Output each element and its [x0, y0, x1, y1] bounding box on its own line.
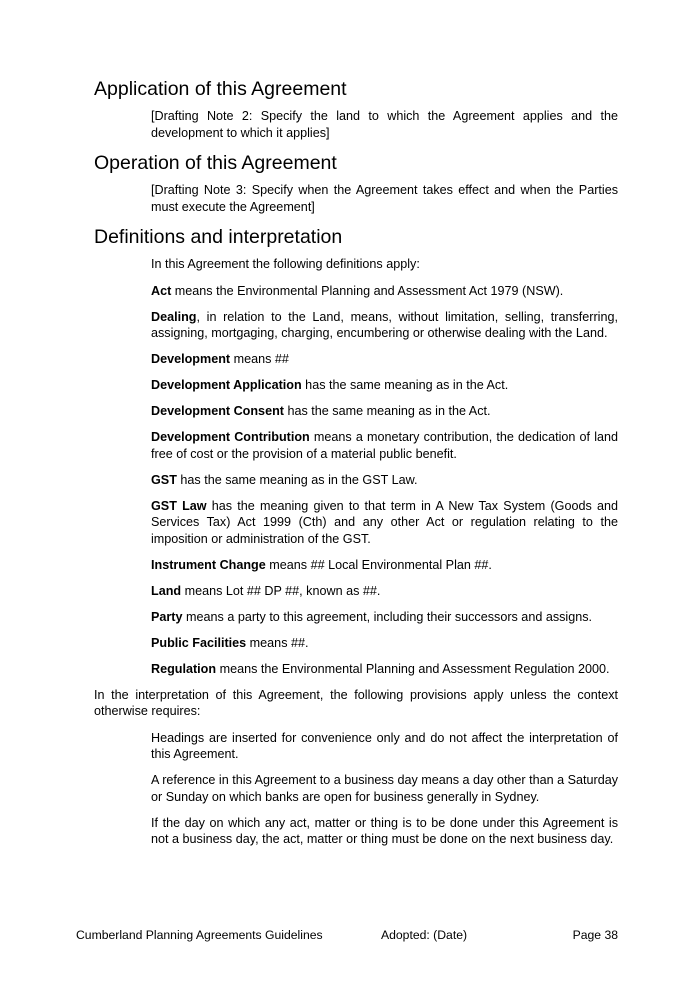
provision-next-business-day: If the day on which any act, matter or thing is to be done under this Agreement is not a business day, the act, matter or thing must be done on the next business day. — [151, 815, 618, 846]
definition-term: Regulation — [151, 661, 217, 676]
definition-gst — [151, 472, 618, 489]
definition-act — [151, 283, 618, 300]
definition-instrument-change — [151, 557, 618, 574]
definition-text: means ## — [230, 352, 289, 366]
footer-adopted-date: Adopted: (Date) — [381, 928, 468, 942]
definition-text: means ##. — [246, 635, 309, 650]
definition-text: means ## Local Environmental Plan ##. — [265, 557, 492, 572]
section-heading-definitions: Definitions and interpretation — [94, 226, 343, 248]
definitions-intro: In this Agreement the following definitions apply: — [151, 257, 420, 271]
definition-term: Development Application — [151, 378, 302, 392]
section-heading-operation: Operation of this Agreement — [94, 152, 337, 174]
definition-text: has the same meaning as in the Act. — [283, 404, 491, 418]
provision-business-day: A reference in this Agreement to a business day means a day other than a Saturday or Sunday on which banks are open for business generally in Sydney. — [151, 773, 618, 804]
definition-development-application — [151, 377, 618, 394]
definition-term: Act — [151, 283, 172, 298]
footer-page-number: Page 38 — [572, 928, 618, 942]
definition-term: Party — [151, 609, 183, 624]
drafting-note-3: [Drafting Note 3: Specify when the Agreement takes effect and when the Parties must execute the Agreement] — [151, 183, 618, 214]
definition-term: Public Facilities — [151, 635, 247, 650]
definition-term: Development — [151, 352, 231, 366]
definition-development-consent — [151, 403, 618, 420]
definition-term: GST — [151, 472, 177, 487]
section-heading-application: Application of this Agreement — [94, 78, 347, 100]
definition-gst-law — [151, 498, 618, 548]
footer-document-title: Cumberland Planning Agreements Guidelines — [76, 928, 323, 942]
definition-term: Dealing — [151, 309, 197, 324]
interpretation-intro: In the interpretation of this Agreement, the following provisions apply unless the context otherwise requires: — [94, 687, 618, 718]
definition-development — [151, 351, 618, 368]
definition-text: means the Environmental Planning and Assessment Act 1979 (NSW). — [171, 283, 564, 298]
definition-dealing — [151, 309, 618, 342]
application-block — [151, 108, 618, 141]
definition-text: , in relation to the Land, means, without limitation, selling, transferring, assigning, mortgaging, charging, encumbering or otherwise dealing with the Land. — [151, 309, 618, 340]
interpretation-provisions — [151, 730, 618, 848]
drafting-note-2: [Drafting Note 2: Specify the land to which the Agreement applies and the development to which it applies] — [151, 109, 618, 140]
definition-text: means a party to this agreement, including their successors and assigns. — [182, 609, 593, 624]
page-content — [94, 77, 618, 857]
definition-term: Land — [151, 583, 182, 598]
definition-term: Instrument Change — [151, 557, 266, 572]
definition-text: means the Environmental Planning and Assessment Regulation 2000. — [216, 661, 610, 676]
definition-text: means a monetary contribution, the dedication of land free of cost or the provision of a material public benefit. — [151, 430, 618, 461]
definition-development-contribution — [151, 429, 618, 462]
definition-party — [151, 609, 618, 626]
definition-text: means Lot ## DP ##, known as ##. — [181, 583, 381, 598]
definition-term: Development Contribution — [151, 430, 310, 444]
definition-term: GST Law — [151, 498, 207, 513]
definitions-block — [151, 256, 618, 677]
provision-headings: Headings are inserted for convenience only and do not affect the interpretation of this Agreement. — [151, 730, 618, 761]
definition-land — [151, 583, 618, 600]
definition-text: has the meaning given to that term in A New Tax System (Goods and Services Tax) Act 1999 (Cth) and any other Act or regulation relating to the imposition or administration of the GST. — [151, 498, 618, 546]
definition-public-facilities — [151, 635, 618, 652]
definition-text: has the same meaning as in the Act. — [301, 378, 509, 392]
definition-regulation — [151, 661, 618, 678]
definition-term: Development Consent — [151, 404, 284, 418]
operation-block — [151, 182, 618, 215]
definition-text: has the same meaning as in the GST Law. — [176, 472, 418, 487]
